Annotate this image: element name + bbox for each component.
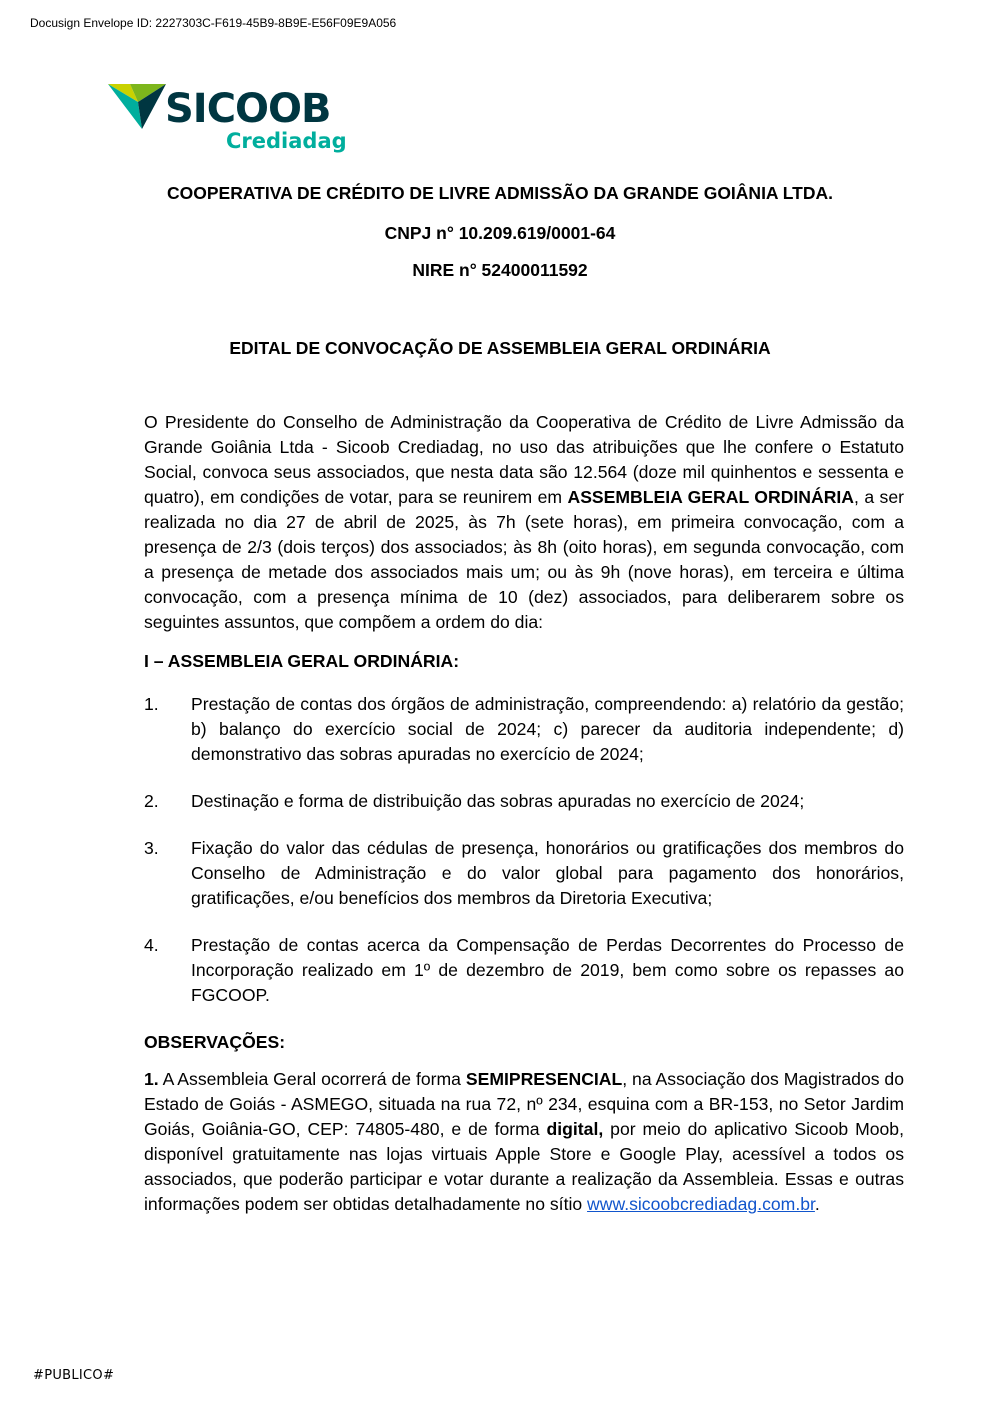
observations-title: OBSERVAÇÕES: <box>144 1032 286 1052</box>
agenda-item-number: 1. <box>144 694 159 714</box>
observation-bold-semipresencial: SEMIPRESENCIAL <box>465 1069 623 1089</box>
agenda-item <box>144 836 904 911</box>
docusign-envelope-id: Docusign Envelope ID: 2227303C-F619-45B9-8B9E-E56F09E9A056 <box>30 16 397 30</box>
logo-sub-text: Crediadag <box>226 129 347 153</box>
agenda-list <box>144 692 904 1008</box>
website-link[interactable]: www.sicoobcrediadag.com.br <box>587 1194 815 1214</box>
agenda-item-text: Fixação do valor das cédulas de presença, honorários ou gratificações dos membros do Conselho de Administração e do valor global para pagamento dos honorários, gratificações, e/ou benefícios dos membros da Diretoria Executiva; <box>191 838 904 908</box>
document-body <box>144 410 904 1217</box>
agenda-item <box>144 789 904 814</box>
agenda-item <box>144 933 904 1008</box>
observation-paragraph <box>144 1067 904 1217</box>
observation-bold-digital: digital, <box>546 1119 604 1139</box>
logo-brand-text: SICOOB <box>165 86 331 132</box>
observation-text-3: por meio do aplicativo Sicoob Moob, disponível gratuitamente nas lojas virtuais Apple Store e Google Play, acessível a todos os associados, que poderão participar e votar durante a realização da Assembleia. Essas e outras informações podem ser obtidas detalhadamente no sítio <box>144 1119 904 1214</box>
intro-text-2: , a ser realizada no dia 27 de abril de 2025, às 7h (sete horas), em primeira convocação, com a presença de 2/3 (dois terços) dos associados; às 8h (oito horas), em segunda convocação, com a presença de metade dos associados mais um; ou às 9h (nove horas), em terceira e última convocação, com a presença mínima de 10 (dez) associados, para deliberarem sobre os seguintes assuntos, que compõem a ordem do dia: <box>144 487 904 632</box>
cnpj-heading: CNPJ n° 10.209.619/0001-64 <box>384 223 616 243</box>
agenda-item-text: Destinação e forma de distribuição das sobras apuradas no exercício de 2024; <box>191 791 805 811</box>
observation-number: 1. <box>144 1069 159 1089</box>
agenda-item <box>144 692 904 767</box>
agenda-item-number: 2. <box>144 791 159 811</box>
observation-text-2: , na Associação dos Magistrados do Estado de Goiás - ASMEGO, situada na rua 72, nº 234, esquina com a BR-153, no Setor Jardim Goiás, Goiânia-GO, CEP: 74805-480, e de forma <box>144 1069 904 1139</box>
intro-bold-assembly: ASSEMBLEIA GERAL ORDINÁRIA <box>567 487 855 507</box>
document-title: EDITAL DE CONVOCAÇÃO DE ASSEMBLEIA GERAL ORDINÁRIA <box>229 338 771 358</box>
agenda-item-number: 3. <box>144 838 159 858</box>
agenda-item-number: 4. <box>144 935 159 955</box>
observation-end: . <box>814 1194 820 1214</box>
nire-heading: NIRE n° 52400011592 <box>412 260 588 280</box>
intro-text-1: O Presidente do Conselho de Administração da Cooperativa de Crédito de Livre Admissão da Grande Goiânia Ltda - Sicoob Crediadag, no uso das atribuições que lhe confere o Estatuto Social, convoca seus associados, que nesta data são 12.564 (doze mil quinhentos e sessenta e quatro), em condições de votar, para se reunirem em <box>144 412 904 507</box>
classification-tag: #PUBLICO# <box>33 1368 115 1383</box>
sicoob-crediadag-logo <box>108 82 358 154</box>
observation-text-1: A Assembleia Geral ocorrerá de forma <box>158 1069 466 1089</box>
agenda-title: I – ASSEMBLEIA GERAL ORDINÁRIA: <box>144 651 460 671</box>
org-name-heading: COOPERATIVA DE CRÉDITO DE LIVRE ADMISSÃO DA GRANDE GOIÂNIA LTDA. <box>167 183 833 203</box>
intro-paragraph <box>144 410 904 635</box>
sicoob-logo-graphic <box>108 82 358 154</box>
agenda-item-text: Prestação de contas acerca da Compensação de Perdas Decorrentes do Processo de Incorporação realizado em 1º de dezembro de 2019, bem como sobre os repasses ao FGCOOP. <box>191 935 904 1005</box>
agenda-item-text: Prestação de contas dos órgãos de administração, compreendendo: a) relatório da gestão; b) balanço do exercício social de 2024; c) parecer da auditoria independente; d) demonstrativo das sobras apuradas no exercício de 2024; <box>191 694 904 764</box>
